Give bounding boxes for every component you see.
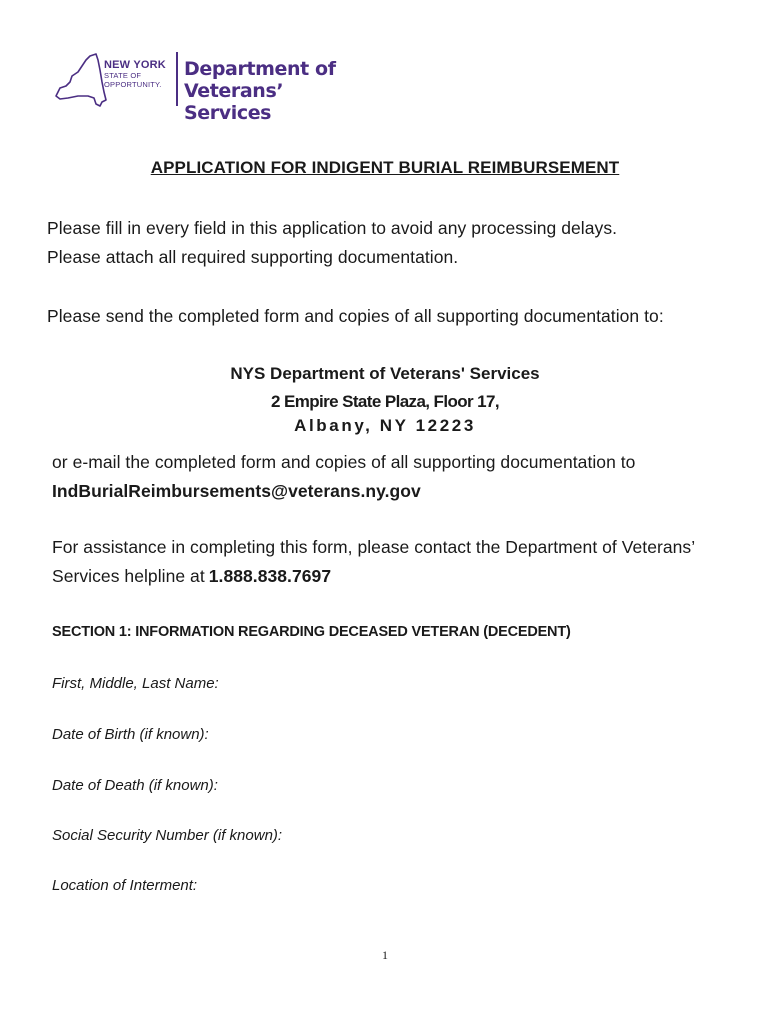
intro-line2: Please attach all required supporting documentation. — [47, 247, 459, 267]
field-label-date-of-birth: Date of Birth (if known): — [52, 726, 209, 743]
intro-paragraph — [47, 214, 737, 272]
logo-line-state-of: STATE OF — [104, 71, 142, 80]
field-label-location-of-interment: Location of Interment: — [52, 877, 198, 894]
new-york-state-outline-icon — [52, 52, 110, 108]
section1-heading: SECTION 1: INFORMATION REGARDING DECEASED VETERAN (DECEDENT) — [52, 624, 571, 640]
assistance-paragraph — [52, 533, 752, 591]
department-name-line2: Veterans’ Services — [184, 80, 284, 124]
page-number: 1 — [382, 948, 388, 962]
logo-line-opportunity: OPPORTUNITY. — [104, 79, 162, 89]
assistance-text: For assistance in completing this form, please contact the Department of Veterans’ Services helpline at — [52, 537, 695, 586]
helpline-phone: 1.888.838.7697 — [208, 566, 332, 586]
intro-line1: Please fill in every field in this application to avoid any processing delays. — [47, 218, 618, 238]
department-name-line1: Department of — [184, 58, 336, 80]
field-label-ssn: Social Security Number (if known): — [52, 827, 283, 844]
mailing-address-line3: Albany, NY 12223 — [294, 416, 476, 435]
email-address-link[interactable]: IndBurialReimbursements@veterans.ny.gov — [52, 481, 421, 501]
field-label-name: First, Middle, Last Name: — [52, 675, 219, 692]
nys-dvs-logo — [52, 50, 372, 124]
form-title: APPLICATION FOR INDIGENT BURIAL REIMBURSEMENT — [150, 158, 620, 177]
field-label-date-of-death: Date of Death (if known): — [52, 777, 218, 794]
logo-line-new-york: NEW YORK — [104, 59, 166, 71]
mailing-address-line1: NYS Department of Veterans' Services — [230, 364, 540, 383]
logo-divider — [176, 52, 178, 106]
send-instructions: Please send the completed form and copies of all supporting documentation to: — [47, 306, 664, 326]
email-instructions — [52, 448, 752, 506]
email-instructions-text: or e-mail the completed form and copies of all supporting documentation to — [52, 452, 636, 472]
nys-wordmark — [104, 60, 166, 88]
mailing-address-line2: 2 Empire State Plaza, Floor 17, — [271, 392, 499, 411]
department-name — [184, 58, 372, 124]
